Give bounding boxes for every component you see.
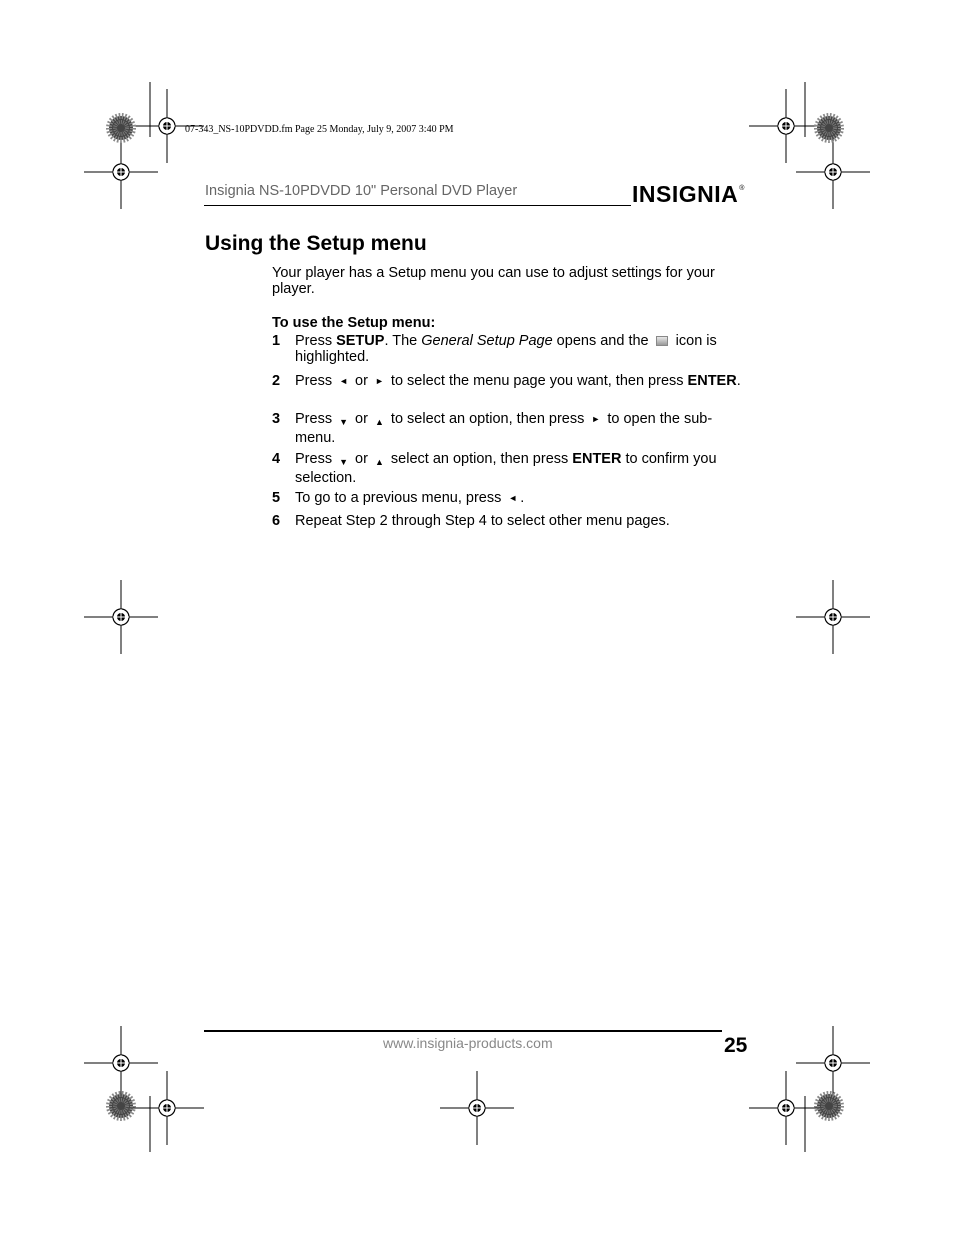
down-arrow-icon: ▼ <box>339 417 349 427</box>
registration-mark-icon <box>749 1071 823 1145</box>
color-target-icon <box>109 1094 133 1118</box>
page-number: 25 <box>724 1034 748 1057</box>
setup-icon <box>656 336 668 346</box>
registration-mark-icon <box>796 580 870 654</box>
registration-mark-icon <box>84 580 158 654</box>
step-item: 6 Repeat Step 2 through Step 4 to select other menu pages. <box>272 513 670 529</box>
intro-paragraph: Your player has a Setup menu you can use to adjust settings for your player. <box>272 265 715 297</box>
registration-mark-icon <box>84 135 158 209</box>
registration-mark-icon <box>440 1071 514 1145</box>
right-arrow-icon: ► <box>591 414 601 424</box>
up-arrow-icon: ▲ <box>374 417 384 427</box>
registration-mark-icon <box>130 1071 204 1145</box>
down-arrow-icon: ▼ <box>339 457 349 467</box>
step-item: 1 Press SETUP. The General Setup Page opens and the icon is highlighted. <box>272 333 717 365</box>
color-target-icon <box>109 116 133 140</box>
color-target-icon <box>817 116 841 140</box>
up-arrow-icon: ▲ <box>374 457 384 467</box>
registration-mark-icon <box>796 135 870 209</box>
footer-rule <box>204 1030 722 1032</box>
color-target-icon <box>817 1094 841 1118</box>
step-item: 3 Press ▼ or ▲ to select an option, then press ► to open the sub-menu. <box>272 411 713 446</box>
step-item: 5 To go to a previous menu, press ◄ . <box>272 490 525 506</box>
footer-url: www.insignia-products.com <box>383 1035 553 1051</box>
file-slug: 07-343_NS-10PDVDD.fm Page 25 Monday, July 9, 2007 3:40 PM <box>185 124 454 135</box>
header-rule <box>204 205 631 206</box>
left-arrow-icon: ◄ <box>339 376 349 386</box>
registration-mark-icon <box>84 1026 158 1100</box>
registration-mark-icon <box>749 89 823 163</box>
section-heading: Using the Setup menu <box>205 232 427 255</box>
step-item: 2 Press ◄ or ► to select the menu page you want, then press ENTER. <box>272 373 741 389</box>
registration-mark-icon <box>796 1026 870 1100</box>
left-arrow-icon: ◄ <box>508 493 518 503</box>
running-header: Insignia NS-10PDVDD 10" Personal DVD Player <box>205 183 518 199</box>
procedure-title: To use the Setup menu: <box>272 315 436 331</box>
insignia-logo: INSIGNIA® <box>632 181 745 207</box>
step-item: 4 Press ▼ or ▲ select an option, then press ENTER to confirm you selection. <box>272 451 717 486</box>
right-arrow-icon: ► <box>374 376 384 386</box>
